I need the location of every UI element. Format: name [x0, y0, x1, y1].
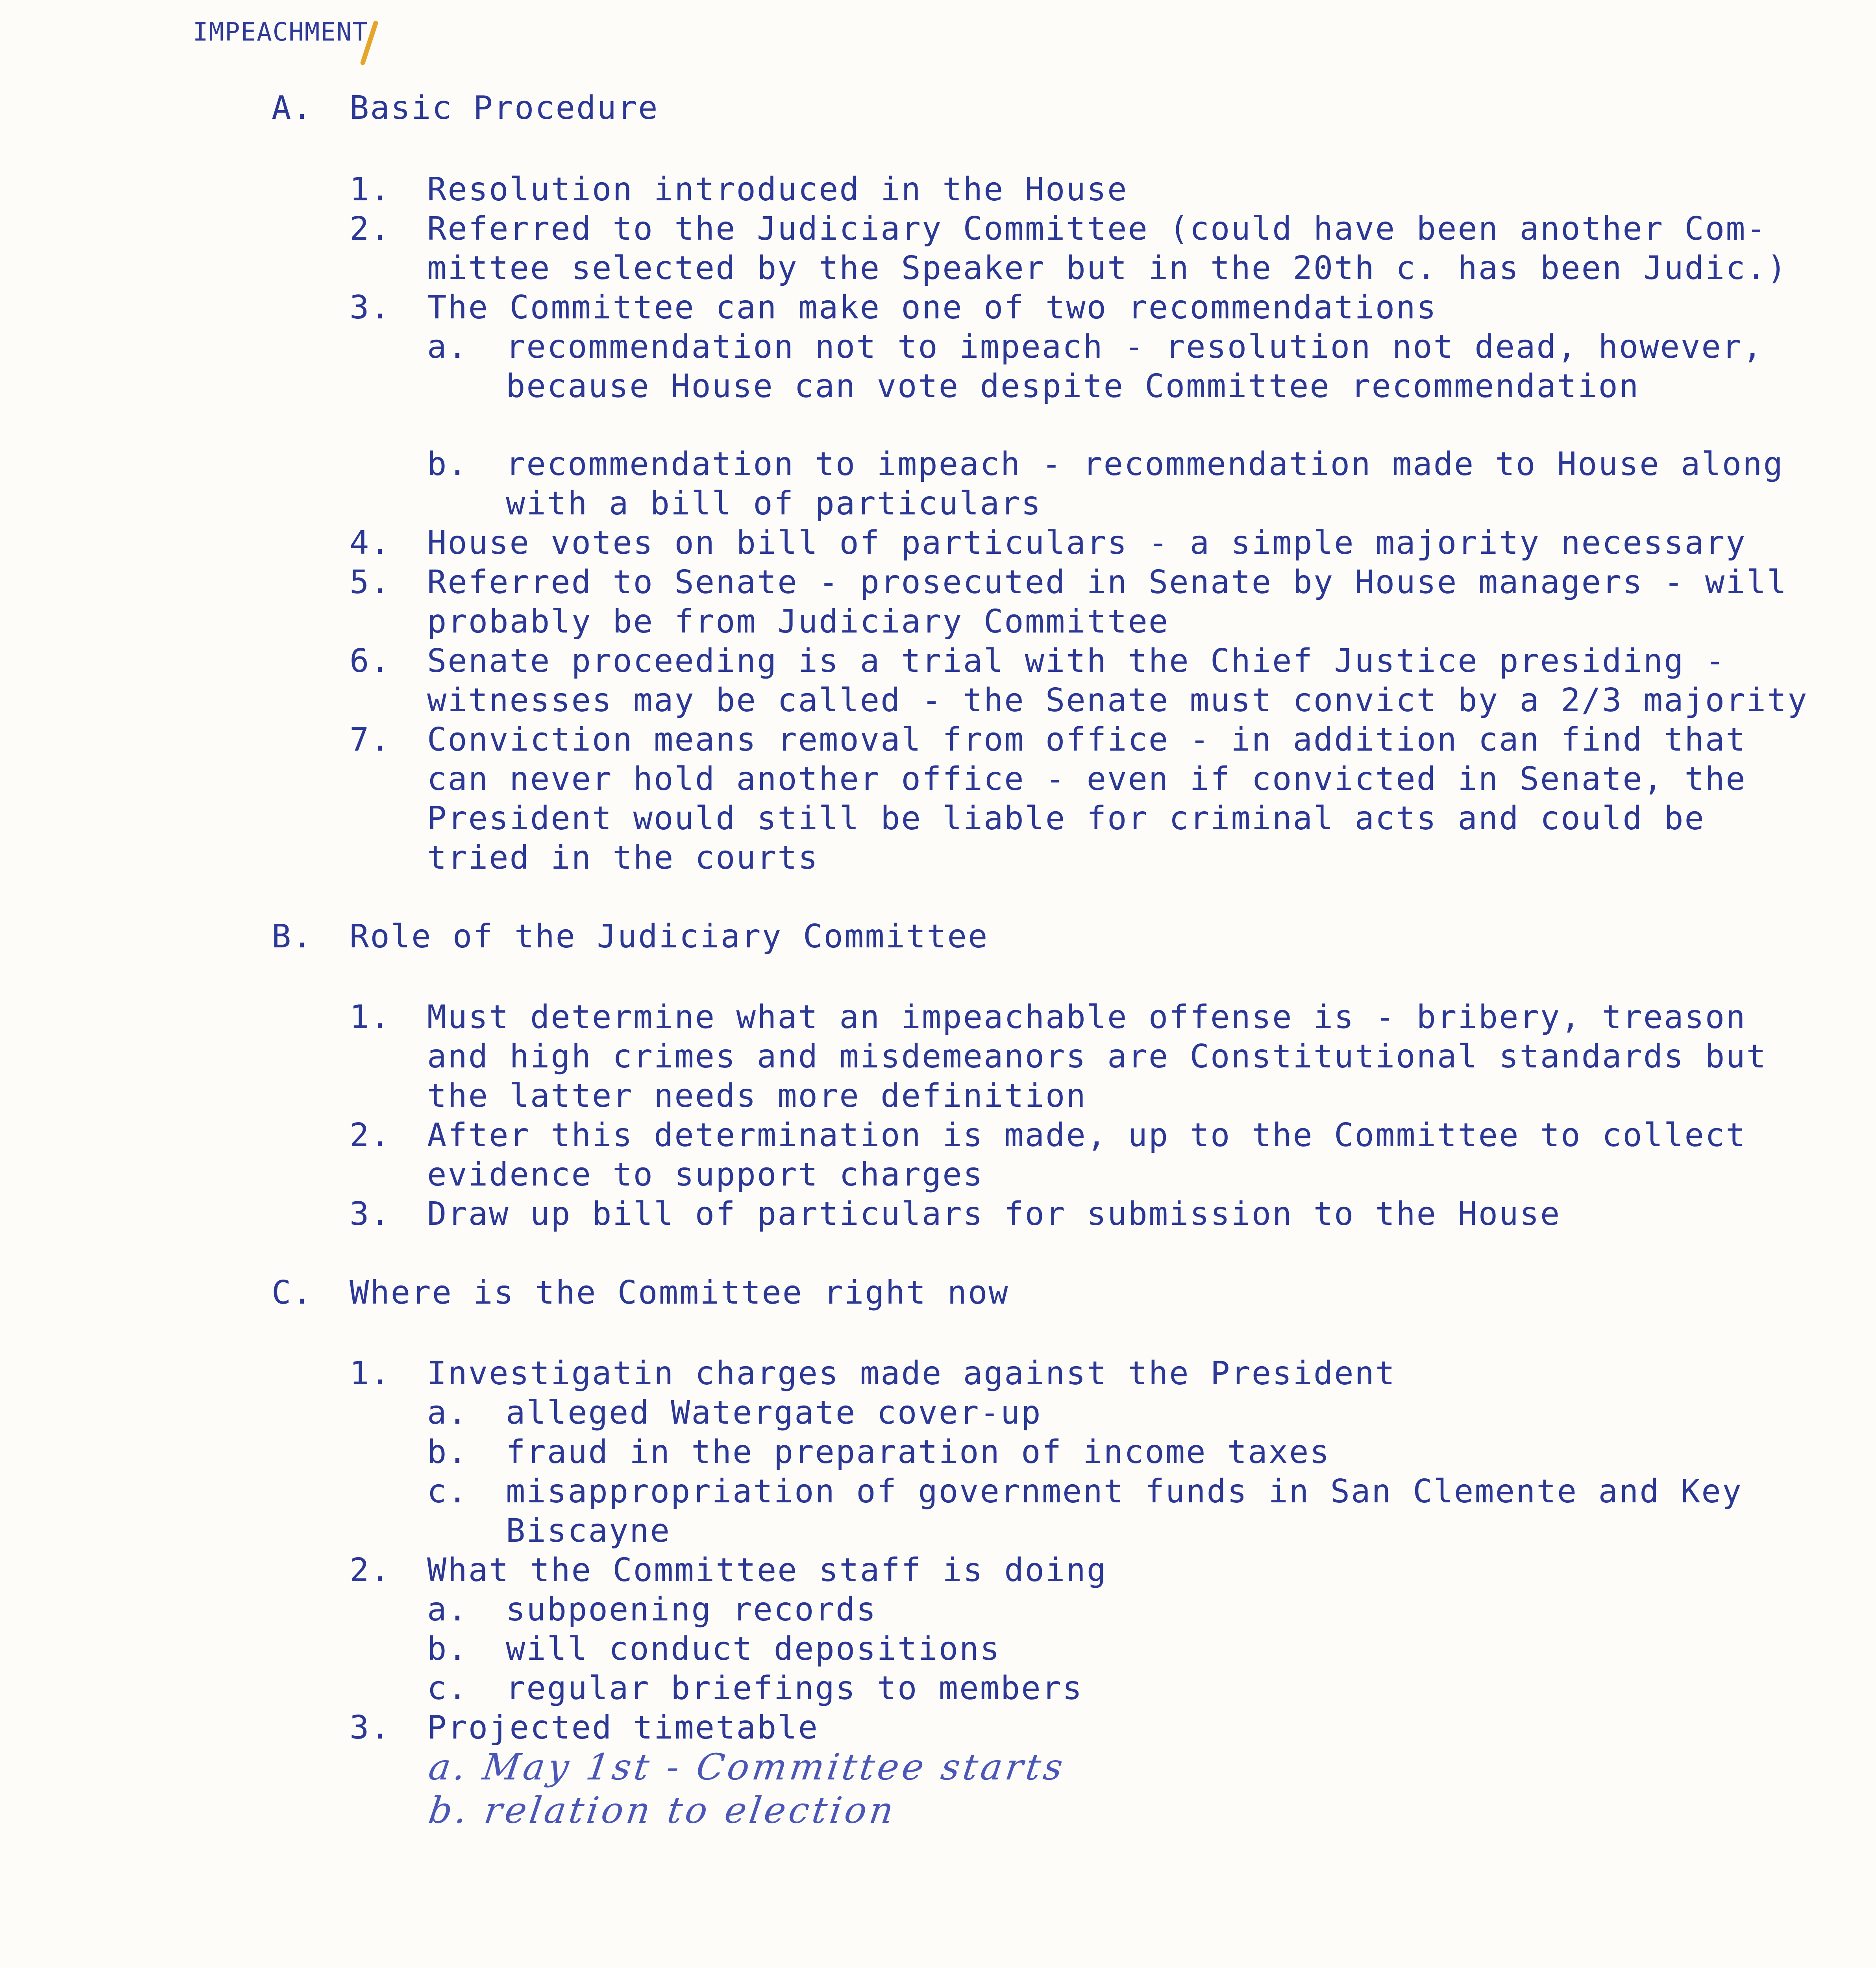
list-item-number: 2.	[350, 210, 391, 248]
sub-item-text: misappropriation of government funds in San Clemente and Key	[506, 1473, 1743, 1510]
list-item-text: and high crimes and misdemeanors are Constitutional standards but	[427, 1038, 1767, 1075]
sub-item-text: regular briefings to members	[506, 1670, 1083, 1707]
list-item-text: can never hold another office - even if convicted in Senate, the	[427, 760, 1746, 798]
list-item-text: The Committee can make one of two recommendations	[427, 289, 1438, 326]
list-item-text: Draw up bill of particulars for submission to the House	[427, 1195, 1561, 1233]
list-item-number: 5.	[350, 564, 391, 601]
handwritten-note: a. May 1st - Committee starts	[426, 1746, 1069, 1788]
list-item-text: the latter needs more definition	[427, 1077, 1087, 1115]
list-item-text: Must determine what an impeachable offense is - bribery, treason	[427, 999, 1746, 1036]
sub-item-letter: b.	[427, 446, 468, 483]
list-item-text: Referred to the Judiciary Committee (could have been another Com-	[427, 210, 1767, 248]
sub-item-letter: c.	[427, 1473, 468, 1510]
list-item-number: 1.	[350, 1355, 391, 1392]
list-item-text: President would still be liable for criminal acts and could be	[427, 800, 1705, 837]
list-item-text: Referred to Senate - prosecuted in Senate by House managers - will	[427, 564, 1788, 601]
list-item-text: probably be from Judiciary Committee	[427, 603, 1169, 640]
document-title: IMPEACHMENT	[193, 18, 368, 47]
sub-item-letter: a.	[427, 328, 468, 366]
list-item-number: 3.	[350, 1195, 391, 1233]
sub-item-text: with a bill of particulars	[506, 485, 1042, 522]
sub-item-letter: c.	[427, 1670, 468, 1707]
list-item-number: 1.	[350, 171, 391, 208]
list-item-text: witnesses may be called - the Senate must convict by a 2/3 majority	[427, 682, 1808, 719]
sub-item-letter: b.	[427, 1630, 468, 1668]
sub-item-letter: b.	[427, 1433, 468, 1471]
section-c-heading: Where is the Committee right now	[350, 1274, 1009, 1311]
sub-item-text: because House can vote despite Committee recommendation	[506, 368, 1640, 405]
list-item-number: 2.	[350, 1117, 391, 1154]
list-item-text: mittee selected by the Speaker but in the 20th c. has been Judic.)	[427, 250, 1788, 287]
list-item-number: 1.	[350, 999, 391, 1036]
sub-item-letter: a.	[427, 1394, 468, 1432]
list-item-number: 2.	[350, 1552, 391, 1589]
list-item-text: Conviction means removal from office - in addition can find that	[427, 721, 1746, 758]
list-item-text: Resolution introduced in the House	[427, 171, 1128, 208]
list-item-number: 7.	[350, 721, 391, 758]
list-item-text: tried in the courts	[427, 839, 819, 877]
section-a-heading: Basic Procedure	[350, 89, 659, 127]
sub-item-text: recommendation not to impeach - resolution not dead, however,	[506, 328, 1763, 366]
list-item-number: 4.	[350, 524, 391, 562]
section-c-letter: C.	[272, 1274, 313, 1311]
handwritten-note: b. relation to election	[426, 1789, 899, 1831]
sub-item-text: subpoening records	[506, 1591, 877, 1628]
list-item-number: 6.	[350, 642, 391, 680]
list-item-text: Projected timetable	[427, 1709, 819, 1746]
sub-item-text: alleged Watergate cover-up	[506, 1394, 1042, 1432]
section-b-letter: B.	[272, 918, 313, 955]
sub-item-text: fraud in the preparation of income taxes	[506, 1433, 1330, 1471]
list-item-text: After this determination is made, up to the Committee to collect	[427, 1117, 1746, 1154]
sub-item-text: Biscayne	[506, 1512, 671, 1550]
sub-item-text: will conduct depositions	[506, 1630, 1001, 1668]
section-a-letter: A.	[272, 89, 313, 127]
list-item-text: evidence to support charges	[427, 1156, 984, 1193]
sub-item-letter: a.	[427, 1591, 468, 1628]
list-item-text: Senate proceeding is a trial with the Chief Justice presiding -	[427, 642, 1726, 680]
sub-item-text: recommendation to impeach - recommendation made to House along	[506, 446, 1784, 483]
list-item-text: What the Committee staff is doing	[427, 1552, 1108, 1589]
list-item-number: 3.	[350, 1709, 391, 1746]
list-item-number: 3.	[350, 289, 391, 326]
list-item-text: House votes on bill of particulars - a simple majority necessary	[427, 524, 1746, 562]
section-b-heading: Role of the Judiciary Committee	[350, 918, 989, 955]
list-item-text: Investigatin charges made against the President	[427, 1355, 1396, 1392]
